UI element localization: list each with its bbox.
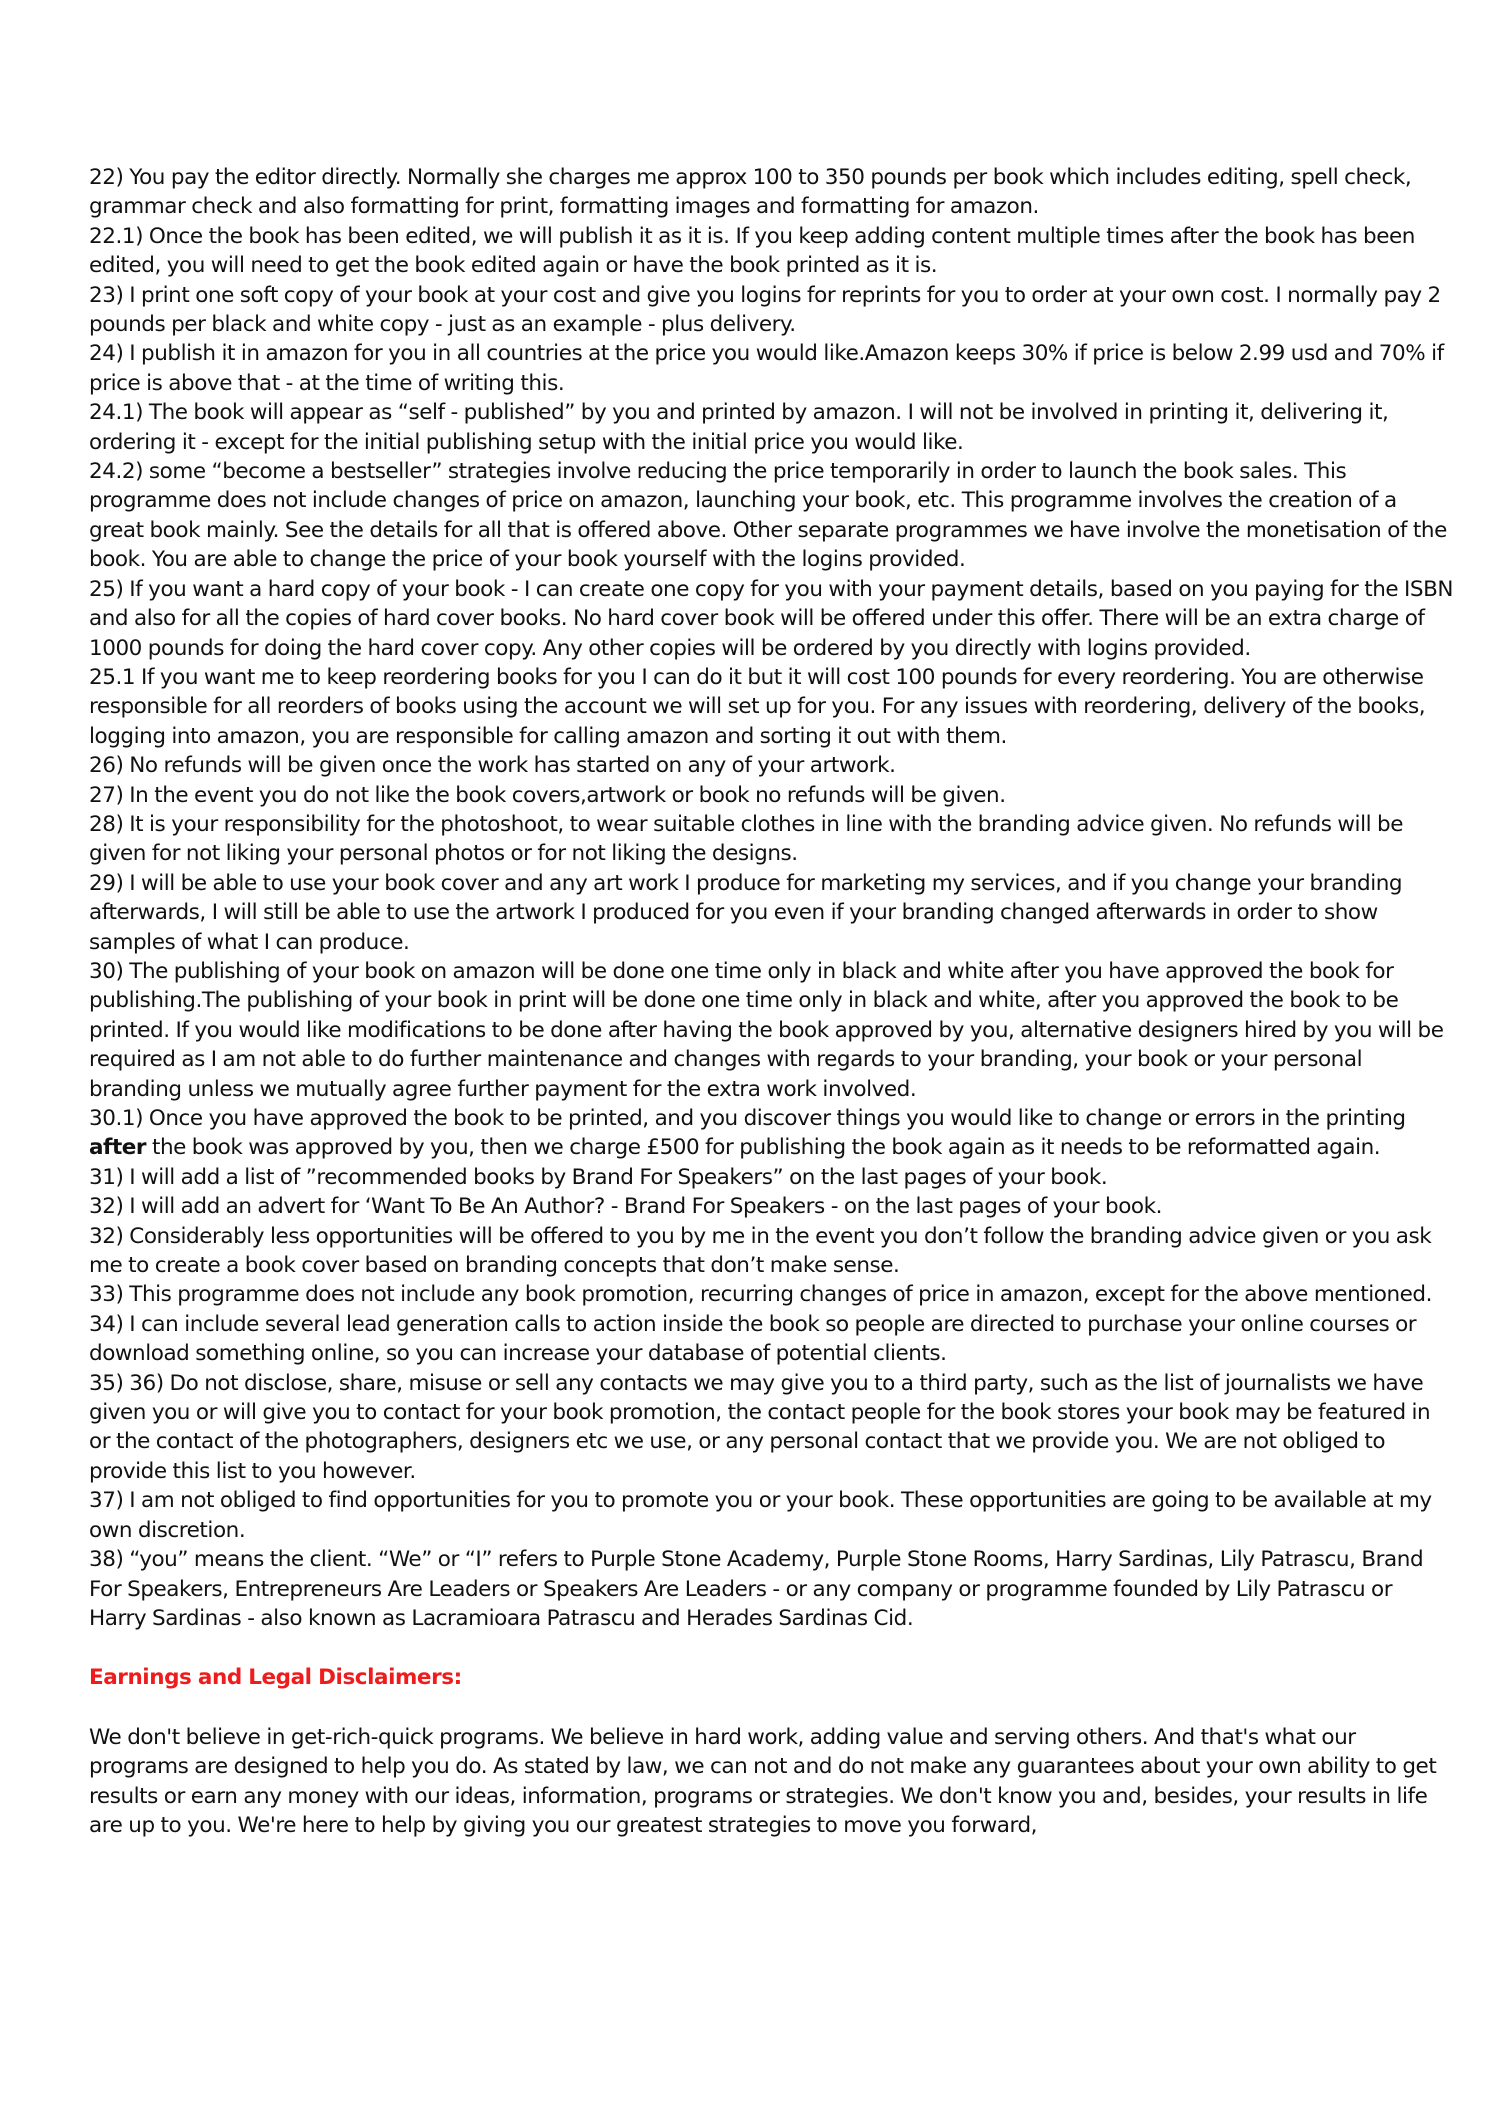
clause-30-1-before: 30.1) Once you have approved the book to be printed, and you discover things you would like to change or errors in the printing: [89, 1106, 1406, 1131]
clause-22-1: 22.1) Once the book has been edited, we will publish it as it is. If you keep adding content multiple times after the book has been edited, you will need to get the book edited again or have the book printed as it is.: [89, 223, 1415, 279]
document-page: [89, 163, 1454, 1840]
terms-clauses: [89, 163, 1454, 1633]
clause-28: 28) It is your responsibility for the photoshoot, to wear suitable clothes in line with the branding advice given. No refunds will be given for not liking your personal photos or for not liking the designs.: [89, 811, 1403, 867]
clause-33: 33) This programme does not include any book promotion, recurring changes of price in amazon, except for the above mentioned.: [89, 1282, 1433, 1308]
clause-23: 23) I print one soft copy of your book at your cost and give you logins for reprints for you to order at your own cost. I normally pay 2 pounds per black and white copy - just as an example - plus delivery.: [89, 282, 1441, 338]
clause-30: 30) The publishing of your book on amazon will be done one time only in black and white after you have approved the book for publishing.The publishing of your book in print will be done one time only in black and white, after you approved the book to be printed. If you would like modifications to be done after having the book approved by you, alternative designers hired by you will be required as I am not able to do further maintenance and changes with regards to your branding, your book or your personal branding unless we mutually agree further payment for the extra work involved.: [89, 958, 1444, 1102]
clause-31: 31) I will add a list of ”recommended books by Brand For Speakers” on the last pages of your book.: [89, 1164, 1108, 1190]
disclaimer-body: We don't believe in get-rich-quick programs. We believe in hard work, adding value and serving others. And that's what our programs are designed to help you do. As stated by law, we can not and do not make any guarantees about your own ability to get results or earn any money with our ideas, information, programs or strategies. We don't know you and, besides, your results in life are up to you. We're here to help by giving you our greatest strategies to move you forward,: [89, 1724, 1437, 1838]
clause-29: 29) I will be able to use your book cover and any art work I produce for marketing my services, and if you change your branding afterwards, I will still be able to use the artwork I produced for you even if your branding changed afterwards in order to show samples of what I can produce.: [89, 870, 1403, 955]
clause-25-1: 25.1 If you want me to keep reordering books for you I can do it but it will cost 100 pounds for every reordering. You are otherwise responsible for all reorders of books using the account we will set up for you. For any issues with reordering, delivery of the books, logging into amazon, you are responsible for calling amazon and sorting it out with them.: [89, 664, 1426, 749]
clause-37: 37) I am not obliged to find opportunities for you to promote you or your book. These opportunities are going to be available at my own discretion.: [89, 1488, 1432, 1543]
clause-32-advert: 32) I will add an advert for ‘Want To Be An Author? - Brand For Speakers - on the last pages of your book.: [89, 1194, 1162, 1220]
clause-22: 22) You pay the editor directly. Normally she charges me approx 100 to 350 pounds per book which includes editing, spell check, grammar check and also formatting for print, formatting images and formatting for amazon.: [89, 165, 1412, 220]
clause-38: 38) “you” means the client. “We” or “I” refers to Purple Stone Academy, Purple Stone Rooms, Harry Sardinas, Lily Patrascu, Brand For Speakers, Entrepreneurs Are Leaders or Speakers Are Leaders - or any company or programme founded by Lily Patrascu or Harry Sardinas - also known as Lacramioara Patrascu and Herades Sardinas Cid.: [89, 1547, 1424, 1631]
clause-27: 27) In the event you do not like the book covers,artwork or book no refunds will be given.: [89, 782, 1006, 808]
clause-30-1-emphasis: after: [89, 1135, 147, 1161]
disclaimer-heading: Earnings and Legal Disclaimers:: [89, 1665, 462, 1691]
clause-25: 25) If you want a hard copy of your book - I can create one copy for you with your payment details, based on you paying for the ISBN and also for all the copies of hard cover books. No hard cover book will be offered under this offer. There will be an extra charge of 1000 pounds for doing the hard cover copy. Any other copies will be ordered by you directly with logins provided.: [89, 576, 1454, 661]
clause-32-opportunities: 32) Considerably less opportunities will be offered to you by me in the event you don’t follow the branding advice given or you ask me to create a book cover based on branding concepts that don’t make sense.: [89, 1223, 1432, 1279]
clause-24-1: 24.1) The book will appear as “self - published” by you and printed by amazon. I will not be involved in printing it, delivering it, ordering it - except for the initial publishing setup with the initial price you would like.: [89, 400, 1389, 455]
clause-26: 26) No refunds will be given once the work has started on any of your artwork.: [89, 753, 896, 779]
clause-24: 24) I publish it in amazon for you in all countries at the price you would like.Amazon keeps 30% if price is below 2.99 usd and 70% if price is above that - at the time of writing this.: [89, 341, 1444, 396]
clause-35-36: 35) 36) Do not disclose, share, misuse or sell any contacts we may give you to a third party, such as the list of journalists we have given you or will give you to contact for your book promotion, the contact people for the book stores your book may be featured in or the contact of the photographers, designers etc we use, or any personal contact that we provide you. We are not obliged to provide this list to you however.: [89, 1370, 1431, 1484]
clause-30-1-after: the book was approved by you, then we charge £500 for publishing the book again as it needs to be reformatted again.: [146, 1135, 1381, 1161]
clause-34: 34) I can include several lead generation calls to action inside the book so people are directed to purchase your online courses or download something online, so you can increase your database of potential clients.: [89, 1311, 1417, 1367]
clause-30-1: [89, 1104, 1454, 1163]
clause-24-2: 24.2) some “become a bestseller” strategies involve reducing the price temporarily in order to launch the book sales. This programme does not include changes of price on amazon, launching your book, etc. This programme involves the creation of a great book mainly. See the details for all that is offered above. Other separate programmes we have involve the monetisation of the book. You are able to change the price of your book yourself with the logins provided.: [89, 459, 1447, 573]
